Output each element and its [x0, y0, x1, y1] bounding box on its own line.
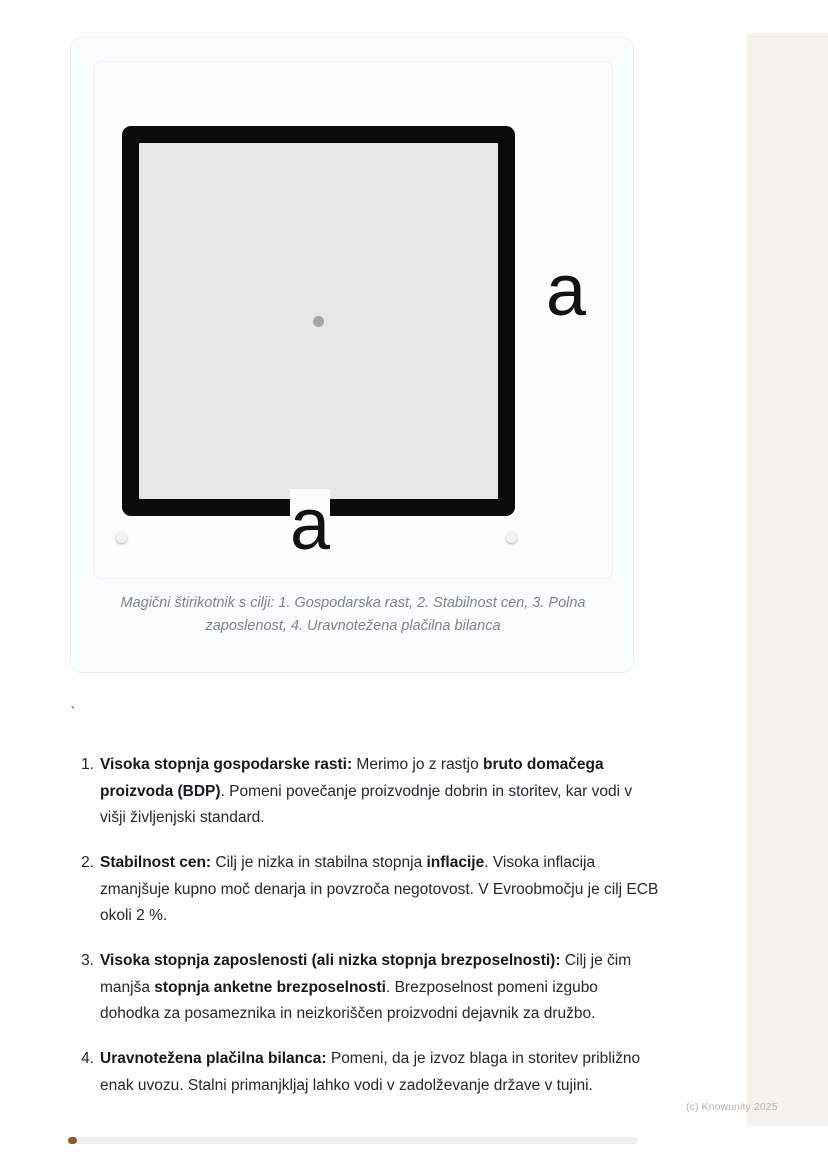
- figure-image-panel[interactable]: [93, 61, 613, 579]
- goal-list-item: [81, 1046, 660, 1099]
- goal-text-before: Cilj je nizka in stabilna stopnja: [211, 853, 427, 871]
- goal-list-item: [81, 752, 660, 832]
- goal-list-marker: 2.: [81, 853, 94, 871]
- goal-list-item: [81, 850, 660, 930]
- resize-handle-bottom-right[interactable]: [506, 532, 517, 543]
- goal-text-after: . Brezposelnost pomeni izgubo dohodka za posameznika in neizkoriščen proizvodni dejavnik za družbo.: [100, 978, 598, 1023]
- goal-emphasis: stopnja anketne brezposelnosti: [154, 978, 386, 996]
- next-page-strip: [747, 33, 828, 1126]
- broken-image-frame: [122, 126, 515, 516]
- figure-card[interactable]: [70, 37, 634, 673]
- goal-term: Stabilnost cen:: [100, 853, 212, 871]
- goal-text-before: Pomeni, da je izvoz blaga in storitev približno enak uvozu. Stalni primanjkljaj lahko vodi v zadolževanje države v tujini.: [100, 1049, 641, 1094]
- alt-text-glyph-right: a: [546, 251, 587, 331]
- goal-text-after: . Visoka inflacija zmanjšuje kupno moč denarja in povzroča negotovost. V Evroobmočju je cilj ECB okoli 2 %.: [100, 853, 659, 925]
- goal-text-before: Merimo jo z rastjo: [352, 756, 484, 773]
- goal-list-item: [81, 948, 660, 1028]
- goal-term: Uravnotežena plačilna bilanca:: [100, 1049, 327, 1067]
- goal-list-marker: 3.: [81, 951, 94, 969]
- goal-emphasis: bruto domačega proizvoda (BDP): [100, 756, 604, 800]
- alt-text-glyph-bottom: a: [290, 485, 331, 565]
- goal-term: Visoka stopnja zaposlenosti (ali nizka stopnja brezposelnosti):: [100, 951, 561, 969]
- goal-list-marker: 4.: [81, 1049, 94, 1067]
- image-center-dot: [313, 316, 324, 327]
- resize-handle-bottom-left[interactable]: [116, 532, 127, 543]
- goal-text-before: Cilj je čim manjša: [100, 951, 632, 996]
- image-placeholder-fill: [139, 143, 498, 499]
- figure-caption: Magični štirikotnik s cilji: 1. Gospodarska rast, 2. Stabilnost cen, 3. Polna zaposlenost, 4. Uravnotežena plačilna bilanca: [120, 595, 586, 635]
- horizontal-scrollbar-thumb[interactable]: [68, 1137, 77, 1144]
- goals-list: [70, 752, 660, 1117]
- goal-list-marker: 1.: [81, 756, 94, 773]
- goal-text-after: . Pomeni povečanje proizvodnje dobrin in storitev, kar vodi v višji življenjski standard.: [100, 782, 633, 827]
- horizontal-scrollbar-track[interactable]: [68, 1137, 638, 1144]
- copyright-watermark: (c) Knowunity 2025: [686, 1101, 778, 1113]
- goal-term: Visoka stopnja gospodarske rasti:: [100, 756, 353, 773]
- goal-emphasis: inflacije: [426, 853, 485, 871]
- stray-backtick: `: [68, 705, 78, 723]
